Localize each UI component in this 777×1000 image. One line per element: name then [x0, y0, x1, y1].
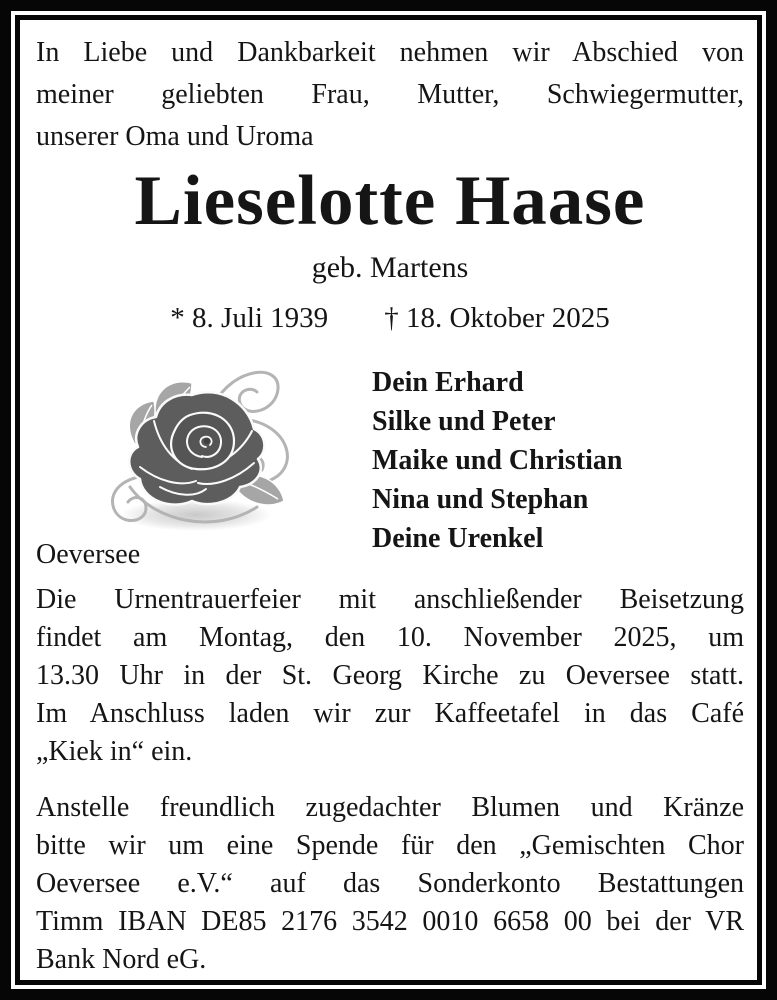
mourner-name: Silke und Peter [372, 406, 556, 437]
donation-request [36, 789, 744, 979]
service-line: 13.30 Uhr in der St. Georg Kirche zu Oeversee statt. [36, 660, 744, 691]
service-line: Im Anschluss laden wir zur Kaffeetafel in das Café [36, 698, 744, 729]
intro-line: unserer Oma und Uroma [36, 121, 314, 152]
donation-line: Anstelle freundlich zugedachter Blumen und Kränze [36, 792, 744, 823]
service-line: findet am Montag, den 10. November 2025, um [36, 622, 744, 653]
mourner-name: Maike und Christian [372, 445, 623, 476]
deceased-name: Lieselotte Haase [134, 162, 646, 240]
mourner-name: Dein Erhard [372, 367, 524, 398]
mourner-name: Deine Urenkel [372, 523, 544, 554]
donation-line: bitte wir um eine Spende für den „Gemischten Chor [36, 830, 744, 861]
obituary-notice [15, 15, 762, 985]
donation-line: Timm IBAN DE85 2176 3542 0010 6658 00 bei der VR [36, 906, 744, 937]
frame-white-gap [11, 11, 766, 989]
mourners-list [372, 363, 623, 558]
donation-line: Oeversee e.V.“ auf das Sonderkonto Bestattungen [36, 868, 744, 899]
intro-line: In Liebe und Dankbarkeit nehmen wir Abschied von [36, 37, 744, 68]
place-name: Oeversee [36, 539, 141, 570]
death-date: † 18. Oktober 2025 [384, 302, 610, 334]
intro-line: meiner geliebten Frau, Mutter, Schwiegermutter, [36, 79, 744, 110]
rose-icon [94, 359, 294, 539]
birth-date: * 8. Juli 1939 [170, 302, 329, 334]
service-details [36, 581, 744, 771]
service-line: „Kiek in“ ein. [36, 736, 193, 767]
intro-text [36, 32, 744, 158]
tribute-section [36, 357, 744, 554]
donation-line: Bank Nord eG. [36, 944, 207, 975]
maiden-name: geb. Martens [311, 251, 469, 284]
mourner-name: Nina und Stephan [372, 484, 589, 515]
service-line: Die Urnentrauerfeier mit anschließender Beisetzung [36, 584, 744, 615]
life-dates [36, 301, 744, 335]
